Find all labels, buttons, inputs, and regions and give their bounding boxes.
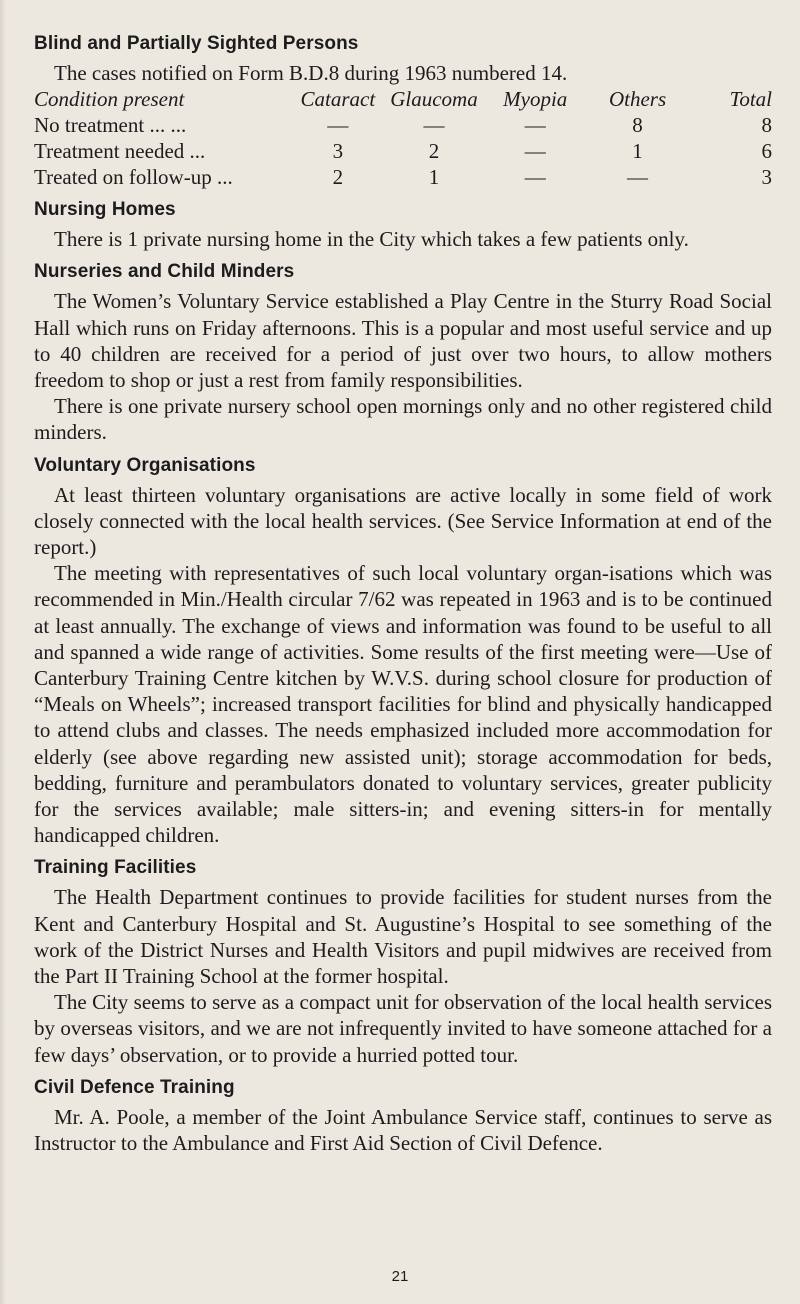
table-cell: — (524, 139, 546, 164)
table-cell: 6 (761, 139, 772, 164)
heading-blind: Blind and Partially Sighted Persons (34, 33, 359, 54)
table-row (34, 164, 774, 190)
blind-condition-table (34, 86, 774, 190)
table-cell: 2 (332, 165, 344, 190)
section-training (34, 854, 772, 1067)
table-cell: No treatment ... ... (34, 113, 187, 138)
paragraph: The meeting with representatives of such local voluntary organ-isations which was recommended in Min./Health circular 7/62 was repeated in 1963 and is to be continued at least annually. The exchange of views and information was found to be useful to all and spanned a wide range of activities. Some results of the first meeting were—Use of Canterbury Training Centre kitchen by W.V.S. during school closure for production of “Meals on Wheels”; increased transport facilities for blind and physically handicapped to attend clubs and classes. The needs emphasized included more accommodation for elderly (see above regarding new assisted unit); storage accommodation for beds, bedding, furniture and perambulators donated to voluntary services, greater publicity for the services available; male sitters-in; and evening sitters-in for mentally handicapped children. (34, 561, 772, 848)
blind-intro: The cases notified on Form B.D.8 during 1963 numbered 14. (54, 61, 568, 85)
page-number: 21 (391, 1268, 409, 1285)
table-cell: 2 (428, 139, 440, 164)
table-cell: 8 (761, 113, 772, 138)
heading-voluntary: Voluntary Organisations (34, 454, 256, 476)
table-cell: Treated on follow-up ... (34, 165, 233, 190)
paragraph: The City seems to serve as a compact unit for observation of the local health services by overseas visitors, and we are not infrequently invited to have someone attached for a few days’ observation, or to provide a hurried potted tour. (34, 990, 772, 1067)
paragraph: The Women’s Voluntary Service established a Play Centre in the Sturry Road Social Hall which runs on Friday afternoons. This is a popular and most useful service and up to 40 children are received for a period of just over two hours, to allow mothers freedom to shop or just a rest from family responsibilities. (34, 289, 772, 393)
table-cell: — (423, 113, 445, 138)
table-row (34, 112, 774, 138)
col-glaucoma: Glaucoma (390, 87, 478, 112)
table-cell: 1 (428, 165, 440, 190)
section-blind (34, 30, 772, 190)
table-cell: — (524, 165, 546, 190)
heading-training: Training Facilities (34, 857, 197, 879)
table-cell: 8 (632, 113, 643, 138)
table-cell: Treatment needed ... (34, 139, 206, 164)
col-cataract: Cataract (300, 87, 376, 112)
table-row (34, 138, 774, 164)
col-myopia: Myopia (503, 87, 568, 112)
table-cell: — (524, 113, 546, 138)
paragraph: At least thirteen voluntary organisations are active locally in some field of work closely connected with the local health services. (See Service Information at end of the report.) (34, 482, 772, 560)
paragraph: Mr. A. Poole, a member of the Joint Ambulance Service staff, continues to serve as Instructor to the Ambulance and First Aid Section of Civil Defence. (34, 1104, 772, 1156)
table-cell: — (327, 113, 349, 138)
table-cell: 3 (761, 165, 772, 190)
col-condition: Condition present (34, 87, 185, 112)
heading-nurseries: Nurseries and Child Minders (34, 261, 295, 283)
paragraph: There is 1 private nursing home in the City which takes a few patients only. (54, 227, 689, 252)
section-voluntary (34, 452, 772, 849)
heading-civil-defence: Civil Defence Training (34, 1076, 235, 1098)
table-cell: 1 (632, 139, 643, 164)
col-others: Others (608, 87, 667, 112)
table-cell: — (627, 165, 649, 190)
heading-nursing-homes: Nursing Homes (34, 199, 176, 221)
section-nurseries (34, 258, 772, 445)
table-header-row (34, 86, 774, 112)
paragraph: The Health Department continues to provide facilities for student nurses from the Kent and Canterbury Hospital and St. Augustine’s Hospital to see something of the work of the District Nurses and Health Visitors and pupil midwives are received from the Part II Training School at the former hospital. (34, 885, 772, 989)
col-total: Total (729, 87, 772, 112)
paragraph: There is one private nursery school open mornings only and no other registered child minders. (34, 394, 772, 445)
section-civil-defence (34, 1074, 772, 1156)
section-nursing-homes (34, 196, 772, 252)
table-cell: 3 (332, 139, 344, 164)
